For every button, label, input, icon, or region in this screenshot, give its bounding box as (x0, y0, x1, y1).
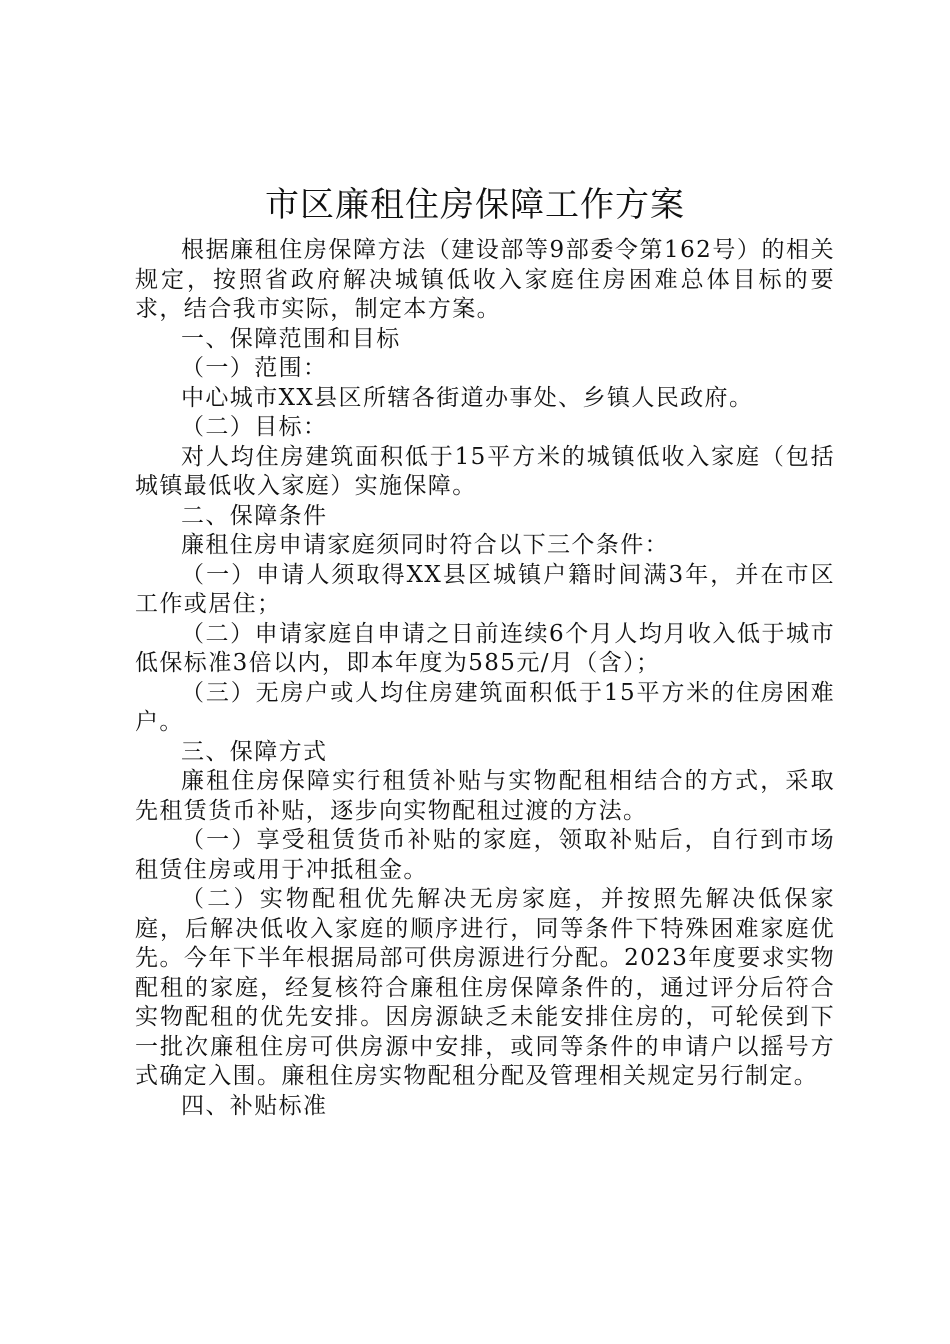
body-paragraph: 廉租住房保障实行租赁补贴与实物配租相结合的方式，采取先租赁货币补贴，逐步向实物配租过渡的方法。 (135, 768, 835, 824)
document-body (135, 236, 835, 1121)
body-paragraph: 对人均住房建筑面积低于15平方米的城镇低收入家庭（包括城镇最低收入家庭）实施保障。 (135, 443, 835, 499)
section-heading-2: 二、保障条件 (181, 502, 328, 529)
condition-item: （三）无房户或人均住房建筑面积低于15平方米的住房困难户。 (135, 679, 835, 735)
body-paragraph: 中心城市XX县区所辖各街道办事处、乡镇人民政府。 (181, 384, 754, 411)
intro-paragraph: 根据廉租住房保障方法（建设部等9部委令第162号）的相关规定，按照省政府解决城镇低收入家庭住房困难总体目标的要求，结合我市实际，制定本方案。 (135, 237, 835, 322)
condition-item: （二）申请家庭自申请之日前连续6个月人均月收入低于城市低保标准3倍以内，即本年度为585元/月（含）； (135, 620, 835, 676)
subsection-heading: （一）范围： (181, 355, 328, 381)
section-heading-3: 三、保障方式 (181, 738, 328, 765)
condition-item: （一）申请人须取得XX县区城镇户籍时间满3年，并在市区工作或居住； (135, 561, 835, 617)
subsection-heading: （二）目标： (181, 414, 328, 440)
section-heading-1: 一、保障范围和目标 (181, 325, 401, 352)
body-paragraph: 廉租住房申请家庭须同时符合以下三个条件： (181, 532, 669, 558)
method-item: （一）享受租赁货币补贴的家庭，领取补贴后，自行到市场租赁住房或用于冲抵租金。 (135, 827, 835, 883)
document-title: 市区廉租住房保障工作方案 (265, 185, 685, 225)
method-item: （二）实物配租优先解决无房家庭，并按照先解决低保家庭，后解决低收入家庭的顺序进行，同等条件下特殊困难家庭优先。今年下半年根据局部可供房源进行分配。2023年度要求实物配租的家庭，经复核符合廉租住房保障条件的，通过评分后符合实物配租的优先安排。因房源缺乏未能安排住房的，可轮侯到下一批次廉租住房可供房源中安排，或同等条件的申请户以摇号方式确定入围。廉租住房实物配租分配及管理相关规定另行制定。 (135, 886, 835, 1089)
section-heading-4: 四、补贴标准 (181, 1092, 328, 1119)
